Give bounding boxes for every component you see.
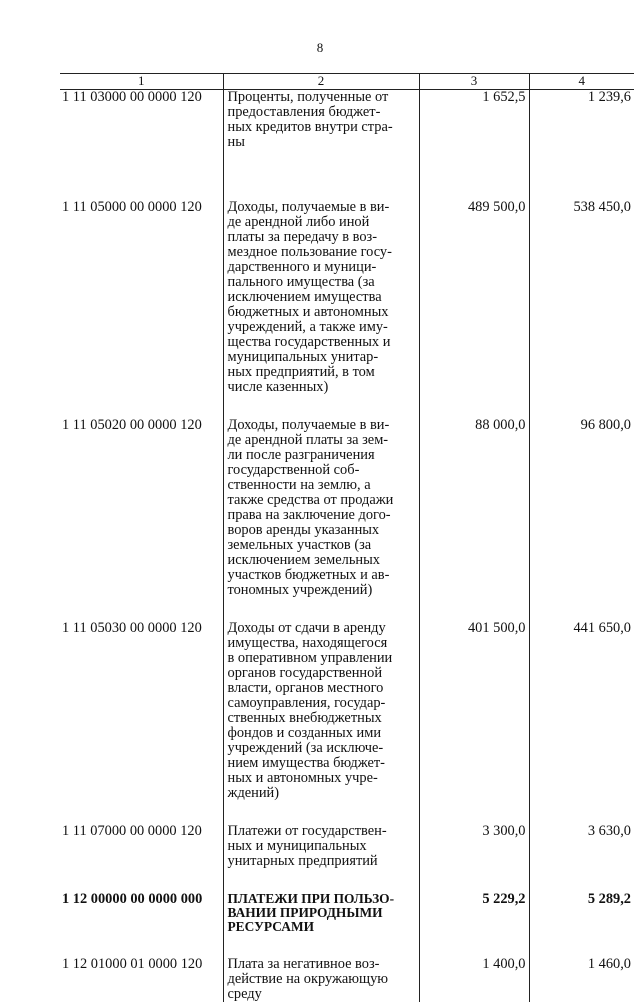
row-value-col-4: 538 450,0 [529, 200, 634, 418]
description-line: права на заключение дого- [228, 508, 415, 523]
description-line: органов государственной [228, 666, 415, 681]
revenue-table [60, 73, 634, 1002]
row-description [223, 892, 419, 957]
description-line: платы за передачу в воз- [228, 230, 415, 245]
row-code: 1 11 05000 00 0000 120 [60, 200, 223, 418]
description-line: пального имущества (за [228, 275, 415, 290]
description-line: ственности на землю, а [228, 478, 415, 493]
row-description [223, 621, 419, 824]
description-line: Плата за негативное воз- [228, 957, 415, 972]
description-line: унитарных предприятий [228, 854, 415, 869]
table-header-row [60, 74, 634, 90]
table-row [60, 957, 634, 1002]
row-value-col-3: 88 000,0 [419, 418, 529, 621]
description-line: Доходы, получаемые в ви- [228, 418, 415, 433]
description-line: предоставления бюджет- [228, 105, 415, 120]
description-line: Доходы от сдачи в аренду [228, 621, 415, 636]
table-row [60, 200, 634, 418]
description-line: земельных участков (за [228, 538, 415, 553]
description-line: Проценты, полученные от [228, 90, 415, 105]
row-value-col-3: 489 500,0 [419, 200, 529, 418]
row-value-col-4: 441 650,0 [529, 621, 634, 824]
table-row [60, 418, 634, 621]
description-line: дарственного и муници- [228, 260, 415, 275]
row-value-col-3: 1 400,0 [419, 957, 529, 1002]
description-line: ны [228, 135, 415, 150]
row-description [223, 418, 419, 621]
description-line: в оперативном управлении [228, 651, 415, 666]
description-line: учреждений, а также иму- [228, 320, 415, 335]
description-line: РЕСУРСАМИ [228, 920, 415, 934]
row-code: 1 11 03000 00 0000 120 [60, 90, 223, 201]
header-col-1: 1 [60, 74, 223, 90]
page-number: 8 [0, 40, 640, 56]
row-description [223, 90, 419, 201]
row-description [223, 200, 419, 418]
description-line: среду [228, 987, 415, 1002]
row-value-col-3: 3 300,0 [419, 824, 529, 892]
description-line: самоуправления, государ- [228, 696, 415, 711]
description-line: фондов и созданных ими [228, 726, 415, 741]
row-value-col-3: 5 229,2 [419, 892, 529, 957]
description-line: действие на окружающую [228, 972, 415, 987]
row-code: 1 11 05030 00 0000 120 [60, 621, 223, 824]
table-row [60, 824, 634, 892]
row-code: 1 11 05020 00 0000 120 [60, 418, 223, 621]
table-row [60, 892, 634, 957]
description-line: щества государственных и [228, 335, 415, 350]
description-line: числе казенных) [228, 380, 415, 395]
row-value-col-4: 1 239,6 [529, 90, 634, 201]
description-line: также средства от продажи [228, 493, 415, 508]
description-line: исключением земельных [228, 553, 415, 568]
description-line: Платежи от государствен- [228, 824, 415, 839]
description-line: ПЛАТЕЖИ ПРИ ПОЛЬЗО- [228, 892, 415, 906]
row-value-col-4: 1 460,0 [529, 957, 634, 1002]
table-row [60, 621, 634, 824]
description-line: ных и муниципальных [228, 839, 415, 854]
description-line: исключением имущества [228, 290, 415, 305]
description-line: учреждений (за исключе- [228, 741, 415, 756]
header-col-2: 2 [223, 74, 419, 90]
row-value-col-3: 1 652,5 [419, 90, 529, 201]
description-line: тономных учреждений) [228, 583, 415, 598]
description-line: де арендной либо иной [228, 215, 415, 230]
header-col-4: 4 [529, 74, 634, 90]
description-line: ных и автономных учре- [228, 771, 415, 786]
description-line: ственных внебюджетных [228, 711, 415, 726]
description-line: государственной соб- [228, 463, 415, 478]
description-line: ВАНИИ ПРИРОДНЫМИ [228, 906, 415, 920]
description-line: власти, органов местного [228, 681, 415, 696]
description-line: участков бюджетных и ав- [228, 568, 415, 583]
row-value-col-4: 5 289,2 [529, 892, 634, 957]
description-line: ли после разграничения [228, 448, 415, 463]
row-value-col-4: 96 800,0 [529, 418, 634, 621]
row-value-col-4: 3 630,0 [529, 824, 634, 892]
description-line: нием имущества бюджет- [228, 756, 415, 771]
description-line: ных кредитов внутри стра- [228, 120, 415, 135]
row-code: 1 11 07000 00 0000 120 [60, 824, 223, 892]
row-code: 1 12 01000 01 0000 120 [60, 957, 223, 1002]
row-description [223, 824, 419, 892]
row-code: 1 12 00000 00 0000 000 [60, 892, 223, 957]
description-line: Доходы, получаемые в ви- [228, 200, 415, 215]
table-row [60, 90, 634, 201]
row-description [223, 957, 419, 1002]
header-col-3: 3 [419, 74, 529, 90]
description-line: имущества, находящегося [228, 636, 415, 651]
row-value-col-3: 401 500,0 [419, 621, 529, 824]
description-line: ных предприятий, в том [228, 365, 415, 380]
description-line: де арендной платы за зем- [228, 433, 415, 448]
description-line: ждений) [228, 786, 415, 801]
description-line: мездное пользование госу- [228, 245, 415, 260]
table-body [60, 90, 634, 1002]
description-line: бюджетных и автономных [228, 305, 415, 320]
description-line: воров аренды указанных [228, 523, 415, 538]
description-line: муниципальных унитар- [228, 350, 415, 365]
